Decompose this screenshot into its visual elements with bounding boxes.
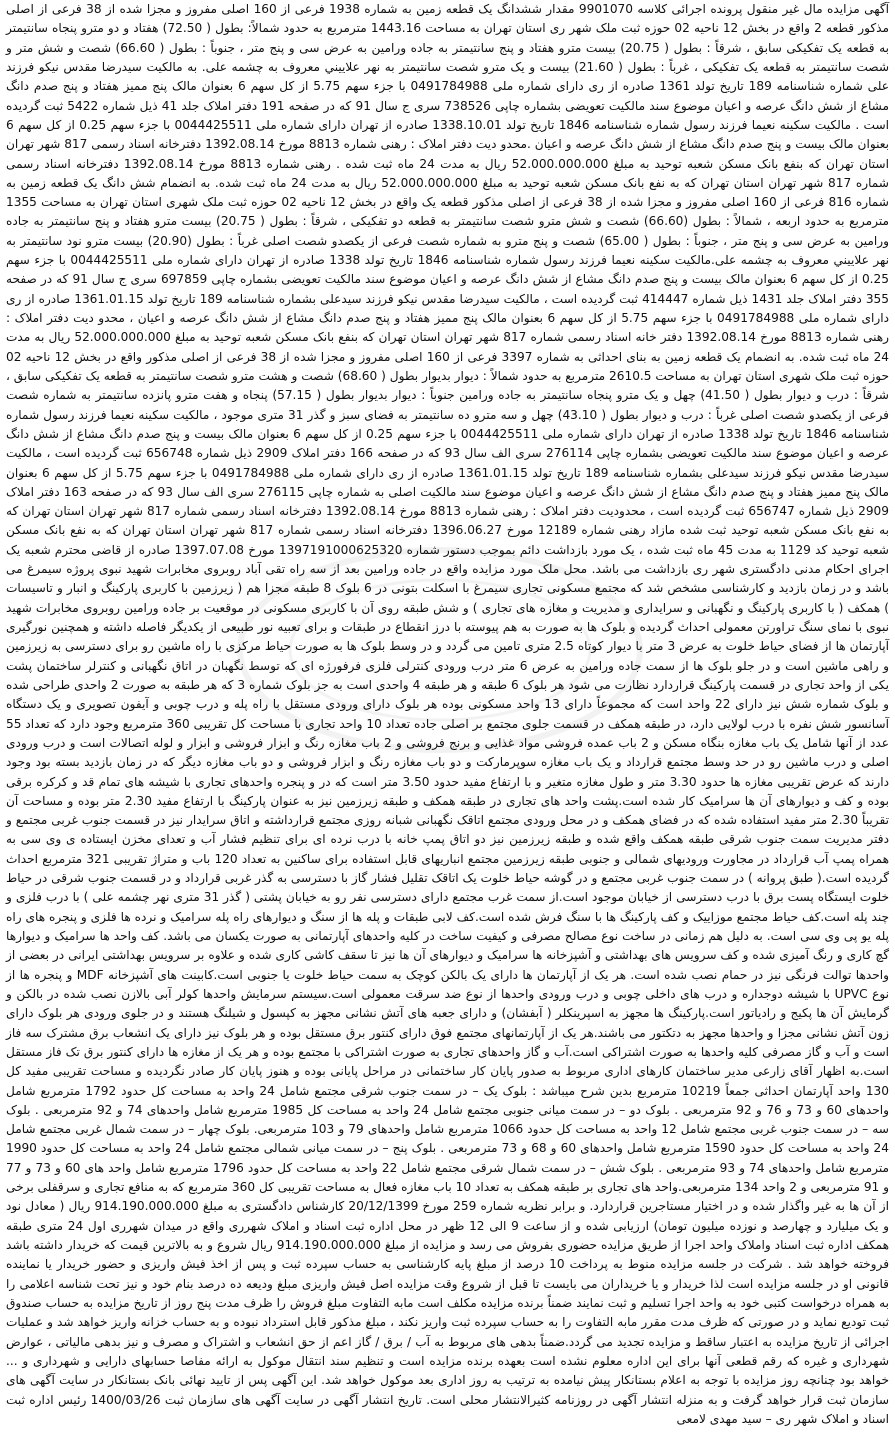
- notice-body-text: آگهی مزایده مال غیر منقول پرونده اجرائی کلاسه 9901070 مقدار ششدانگ یک قطعه زمین به شماره 1938 فرعی از 160 اصلی مفروز و مجزا شده از 38 فرعی از اصلی مذکور قطعه 2 واقع در بخش 12 ناحیه 02 حوزه ثبت ملک شهر ری استان تهران به مساحت 1443.16 مترمربع به حدود شمالاً: بطول ( 72.50) هفتاد و دو مترو پنجاه سانتیمتر به قطعه یک تفکیکی سابق ، شرقاً : بطول ( 20.75) بیست مترو هفتاد و پنج سانتیمتر به جاده ورامین به عرض سی و پنج متر ، جنوباً : بطول ( 66.60) شصت و شش متر و شصت سانتیمتر به قطعه یک تفکیکی ، غرباً : بطول ( 21.60) بیست و یک مترو شصت سانتیمتر به نهر علاییني معروف به چشمه علی. به مالکیت سیدرضا مقدس نیکو فرزند علی شماره شناسنامه 189 تاریخ تولد 1361 صادره از ری دارای شماره ملی 0491784988 با جزء سهم 5.75 از کل سهم 6 بعنوان مالک پنج ممیز هفتاد و پنج صدم دانگ مشاع از شش دانگ عرصه و اعیان موضوع سند مالکیت تعویضی بشماره چاپی 738526 سری ج سال 91 که در صفحه 191 دفتر املاک جلد 41 ذیل شماره 5422 ثبت گردیده است . مالکیت سکینه نعیما فرزند رسول شماره شناسنامه 1846 تاریخ تولد 1338.10.01 صادره از تهران دارای شماره ملی 0044425511 با جزء سهم 0.25 از کل سهم 6 بعنوان مالک بیست و پنج صدم دانگ مشاع از شش دانگ عرصه و اعیان .محدو دیت دفتر املاک : رهنی شماره 8813 مورخ 1392.08.14 دفترخانه اسناد رسمی 817 شهر تهران استان تهران که بنفع بانک مسکن شعبه توحید به مبلغ 52.000.000.000 ریال به مدت 24 ماه ثبت شده . رهنی شماره 8813 مورخ 1392.08.14 دفترخانه اسناد رسمی شماره 817 شهر تهران استان تهران که به نفع بانک مسکن شعبه توحید به مبلغ 52.000.000.000 ریال به مدت 24 ماه ثبت شده. به انضمام شش دانگ یک قطعه زمین به شماره 816 فرعی از 160 اصلی مفروز و مجزا شده از 38 فرعی از اصلی مذکور قطعه یک واقع در بخش 12 ناحیه 02 حوزه ثبت ملک شهری استان تهران به مساحت 1355 مترمربع به حدود اربعه ، شمالاً : بطول (66.60) شصت و شش مترو شصت سانتیمتر به قطعه دو تفکیکی ، شرقاً : بطول ( 20.75) بیست مترو هفتاد و پنج سانتیمتر به جاده ورامین به عرض سی و پنج متر ، جنوباً : بطول ( 65.00) شصت و پنج مترو به شماره شصت فرعی از یکصدو شصت اصلی غرباً : بطول (20.90) بیست مترو نود سانتیمتر به نهر علاییني معروف به چشمه علی.مالکیت سکینه نعیما فرزند رسول شماره شناسنامه 1846 تاریخ تولد 1338 صادره از تهران دارای شماره ملی 0044425511 با جزء سهم 0.25 از کل سهم 6 بعنوان مالک بیست و پنج صدم دانگ مشاع از شش دانگ عرصه و اعیان موضوع سند مالکیت تعویضی بشماره چاپی 697859 سری ج سال 91 که در صفحه 355 دفتر املاک جلد 1431 ذیل شماره 414447 ثبت گردیده است ، مالکیت سیدرضا مقدس نیکو فرزند سیدعلی بشماره شناسنامه 189 تاریخ تولد 1361.01.15 صادره از ری دارای شماره ملی 0491784988 با جزء سهم 5.75 از کل سهم 6 بعنوان مالک پنج ممیز هفتاد و پنج صدم دانگ مشاع از شش دانگ عرصه و اعیان ، محدو دیت دفتر املاک : رهنی شماره 8813 مورخ 1392.08.14 دفتر خانه اسناد رسمی شماره 817 شهر تهران استان تهران که بنفع بانک مسکن شعبه توحید به مبلغ 52.000.000.000 ریال به مدت 24 ماه ثبت شده. به انضمام یک قطعه زمین به بنای احداثی به شماره 3397 فرعی از 160 اصلی مفروز و مجزا شده از 38 فرعی از اصلی مذکور واقع در بخش 12 ناحیه 02 حوزه ثبت ملک شهری استان تهران به مساحت 2610.5 مترمربع به حدود شمالاً : دیوار بدیوار بطول ( 68.60) شصت و هشت مترو شصت سانتیمتر به قطعه یک تفکیکی سابق ، شرقاً : درب و دیوار بطول ( 41.50) چهل و یک مترو پنجاه سانتیمتر به جاده ورامین جنوباً : دیوار بدیوار بطول ( 57.15) پنجاه و هفت مترو پانزده سانتیمتر به شماره شصت فرعی از یکصدو شصت اصلی غرباً : درب و دیوار بطول ( 43.10) چهل و سه مترو ده سانتیمتر به فضای سبز و گذر 31 متری موجود ، مالکیت سکینه نعیما فرزند رسول شماره شناسنامه 1846 تاریخ تولد 1338 صادره از تهران دارای شماره ملی 0044425511 با جزء سهم 0.25 از کل سهم 6 بعنوان مالک بیست و پنج صدم دانگ مشاع از شش دانگ عرصه و اعیان موضوع سند مالکیت تعویضی بشماره چاپی 276114 سری الف سال 93 که در صفحه 166 دفتر املاک 2909 ذیل شماره 656748 ثبت گردیده است ، مالکیت سیدرضا مقدس نیکو فرزند سیدعلی بشماره شناسنامه 189 تاریخ تولد 1361.01.15 صادره از ری دارای شماره ملی 0491784988 با جزء سهم 5.75 از کل سهم 6 بعنوان مالک پنج ممیز هفتاد و پنج صدم دانگ مشاع از شش دانگ عرصه و اعیان موضوع سند مالکیت اصلی به شماره چاپی 276115 سری الف سال 93 که در صفحه 163 دفتر املاک 2909 ذیل شماره 656747 ثبت گردیده است ، محدودیت دفتر املاک : رهنی شماره 8813 مورخ 1392.08.14 دفترخانه اسناد رسمی شماره 817 شهر تهران استان تهران که به نفع بانک مسکن شعبه توحید ثبت شده مازاد رهنی شماره 12189 مورخ 1396.06.27 دفترخانه اسناد رسمی شماره 817 شهر تهران استان تهران که به نفع بانک مسکن شعبه توحید کد 1129 به مدت 45 ماه ثبت شده ، یک مورد بازداشت دائم بموجب دستور شماره 1397191000625320 مورخ 1397.07.08 صادره از قاضی محترم شعبه یک اجرای احکام مدنی دادگستری شهر ری بازداشت می باشد. محل ملک مورد مزایده واقع در جاده ورامین بعد از سه راه تقی آباد روبروی مخابرات شهید نبوی پروژه سیمرغ می باشد و در زمان بازدید و کارشناسی مشخص شد که مجتمع مسکونی تجاری سیمرغ با اسکلت بتونی در 6 بلوک 8 طبقه مجزا هم ( زیرزمین با کاربری پارکینگ و انبار و تاسیسات ) همکف ( با کاربری پارکینگ و نگهبانی و سرایداری و مدیریت و مغازه های تجاری ) و شش طبقه روی آن با کاربری مسکونی در موقعیت بر جاده ورامین روبروی مخابرات شهید نبوی با نمای سنگ تراورتن معمولی احداث گردیده و بلوک ها به صورت به هم پیوسته با درز انقطاع در طبقات و برای تعبیه نور طبیعی از یکدیگر فاصله داشته و همچنین نورگیری آپارتمان ها از فضای حیاط خلوت به عرض 3 متر با دیوار کوتاه 2.5 متری تامین می گردد و در وسط بلوک ها به صورت حیاط مرکزی با راه ماشین رو برای دسترسی به زیرزمین و راهی ماشین است و در جلو بلوک ها از سمت جاده ورامین به عرض 6 متر درب ورودی کنترلی فلزی فرفورژه ای که توسط نگهبان در اتاق نگهبانی و کنترلر ساختمان پشت یکی از واحد تجاری در قسمت پارکینگ قراردارد نظارت می شود هر بلوک 6 طبقه و هر طبقه 4 واحدی است به جز بلوک شماره 3 که هر طبقه به صورت 2 واحدی طراحی شده و بلوک شماره شش نیز دارای 22 واحد است که مجموعاً دارای 13 واحد مسکونی بوده هر بلوک دارای ورودی مستقل با راه پله و درب چوبی و آیفون تصویری و یک دستگاه آسانسور شش نفره با درب لولایی دارد، در طبقه همکف در قسمت جلوی مجتمع بر اصلی جاده تعداد 10 واحد تجاری با مساحت کل تقریبی 360 مترمربع وجود دارد که تعداد 55 عدد از آنها شامل یک باب مغازه بنگاه مسکن و 2 باب عمده فروشی مواد غذایی و برنج فروشی و 2 باب مغازه رنگ و ابزار فروشی و ابزار و لوله اتصالات است و درب ورودی اصلی و درب ماشین رو در حد وسط مجتمع قرارداد و یک باب مغازه سوپرمارکت و دو باب مغازه رنگ و ابزار فروشی و دو باب مغازه دیگر که در زمان بازدید بسته بود وجود دارند که عرض تقریبی مغازه ها حدود 3.30 متر و طول مغازه متغیر و با ارتفاع مفید حدود 3.50 متر است که در و پنجره واحدهای تجاری با شیشه های تمام قد و کرکره برقی بوده و کف و دیوارهای آن ها سرامیک کار شده است.پشت واحد های تجاری در طبقه همکف و طبقه زیرزمین نیز به عنوان پارکینگ با ارتفاع مفید 2.30 متر بوده و مساحت آن تقریباً 2.30 متر مفید استفاده شده که در فضای همکف و در محل ورودی مجتمع اتاقک نگهبانی شبانه روزی مجتمع قرارداشته و اتاق سرایدار نیز در قسمت جنوب غربی مجتمع و دفتر مدیریت سمت جنوب شرقی طبقه همکف واقع شده و طبقه زیرزمین نیز دو اتاق پمپ خانه با درب نرده ای برای تنظیم فشار آب و تعدای مخزن ایستاده ی وی سی به همراه پمپ آب قرارداد در مجاورت ورودیهای شمالی و جنوبی طبقه زیرزمین مجتمع انباریهای قابل استفاده برای ساکنین به تعداد 120 باب و متراژ تقریبی 321 مترمربع احداث گردیده است.( طبق پروانه ) در سمت جنوب غربی مجتمع و در گوشه حیاط خلوت یک اتاقک تقلیل فشار گاز با دسترسی به گذر غربی قرارداد و در قسمت جنوب شرقی در حیاط خلوت ایستگاه پست برق با درب دسترسی از خیابان موجود است.از سمت غرب مجتمع دارای دسترسی نفر رو به خیابان پشتی ( گذر 31 متری نهر چشمه علی ) با درب فلزی و چند پله است.کف حیاط مجتمع موزاییک و کف پارکینگ ها با سنگ فرش شده است.کف لابی طبقات و پله ها از سنگ و دیوارهای راه پله سرامیک و نرده ها فلزی و پنجره های راه پله یو پی وی سی است. به دلیل هم زمانی در ساخت نوع مصالح مصرفی و کیفیت ساخت در کلیه واحدهای آپارتمانی به صورت یکسان می باشد. کف واحد ها سرامیک و دیوارها گچ کاری و رنگ آمیزی شده و کف سرویس های بهداشتی و آشپزخانه ها سرامیک و دیوارهای آن ها نیز تا سقف کاشی کاری شده و علاوه بر سرویس بهداشتی ایرانی در بعضی از واحدها توالت فرنگی نیز در حمام نصب شده است. هر یک از آپارتمان ها دارای یک بالکن کوچک به سمت حیاط خلوت یا جنوبی است.کابینت های آشپزخانه MDF و پنجره ها از نوع UPVC با شیشه دوجداره و درب های داخلی چوبی و درب ورودی واحدها از نوع ضد سرقت معمولی است.سیستم سرمایش واحدها کولر آبی بالازن نصب شده در بالکن و گرمایش آن ها پکیج و رادیاتور است.پارکینگ ها مجهز به اسپرینکلر ( آبفشان) و دارای جعبه های آتش نشانی مجهز به کپسول و شیلنگ هستند و در جلوی ورودی هر بلوک دارای زون آتش نشانی مجزا و واحدها مجهز به دتکتور می باشند.هر یک از آپارتمانهای مجتمع فوق دارای کنتور برق مستقل بوده و هر بلوک نیز دارای یک انشعاب برق مشترک سه فاز است و آب و گاز مصرفی کلیه واحدها به صورت اشتراکی است.آب و گاز واحدهای تجاری به صورت اشتراکی با مجتمع بوده و هر یک از مغازه ها دارای کنتور برق تک فاز مستقل است.به اظهار آقای زارعی مدیر ساختمان کارهای اداری مربوط به صدور پایان کار ساختمانی در مراحل پایانی بوده و هنوز پایان کار صادر نگردیده و مساحت تقریبی مفید کل 130 واحد آپارتمان احداثی جمعاً 10219 مترمربع بدین شرح میباشد : بلوک یک – در سمت جنوب شرقی مجتمع شامل 24 واحد به مساحت کل حدود 1792 مترمربع شامل واحدهای 60 و 73 و 76 و 92 مترمربعی . بلوک دو – در سمت میانی جنوبی مجتمع شامل 24 واحد به مساحت کل 1985 مترمربع شامل واحدهای 74 و 92 مترمربعی . بلوک سه – در سمت جنوب غربی مجتمع شامل 12 واحد به مساحت کل حدود 1066 مترمربع شامل واحدهای 79 و 103 مترمربعی. بلوک چهار – در سمت شمال غربی مجتمع شامل 24 واحد به مساحت کل حدود 1590 مترمربع شامل واحدهای 60 و 68 و 73 مترمربعی . بلوک پنج – در سمت میانی شمالی مجتمع شامل 24 واحد به مساحت کل حدود 1990 مترمربع شامل واحدهای 74 و 93 مترمربعی . بلوک شش – در سمت شمال شرقی مجتمع شامل 22 واحد به مساحت کل حدود 1796 مترمربع شامل واحد های 60 و 73 و 77 و 91 مترمربعی و 2 واحد 134 مترمربعی.واحد های تجاری بر طبقه همکف به تعداد 10 باب مغازه فعال به مساحت تقریبی کل 360 مترمربع که به منافع تجاری و سرقفلی برخی از آن ها به غیر واگذار شده و در اختیار مستاجرین قراردارد. و برابر نظریه شماره 259 مورخ 20/12/1399 کارشناس دادگستری به مبلغ 914.190.000.000 ریال ( معادل نود و یک میلیارد و چهارصد و نوزده میلیون تومان) ارزیابی شده و از ساعت 9 الی 12 ظهر در محل اداره ثبت اسناد و املاک شهرری واقع در میدان شهرری اول 24 متری طبقه همکف اداره ثبت اسناد واملاک واحد اجرا از طریق مزایده حضوری بفروش می رسد و مزایده از مبلغ 914.190.000.000 ریال شروع و به بالاترین قیمت که خریدار داشته باشد فروخته خواهد شد . شرکت در جلسه مزایده منوط به پرداخت 10 درصد از مبلغ پایه کارشناسی به حساب سپرده ثبت و پس از اخذ فیش واریزی و حضور خریدار یا نماینده قانونی او در جلسه مزایده است لذا خریدار و یا خریداران می بایست تا قبل از شروع وقت مزایده اصل فیش واریزی مبلغ ودیعه ده درصد بنام خود و نیز تحت شناسه اعلامی را به همراه درخواست کتبی خود به واحد اجرا تسلیم و ثبت نمایند ضمناً برنده مزایده مکلف است مابه التفاوت مبلغ فروش را ظرف مدت پنج روز از تاریخ مزایده به حساب صندوق ثبت تودیع نماید و در صورتی که ظرف مدت مقرر مابه التفاوت را به حساب سپرده ثبت واریز نکند ، مبلغ مذکور قابل استرداد نبوده و به حساب خزانه واریز خواهد شد و عملیات اجرائی از تاریخ مزایده به اعتبار ساقط و مزایده تجدید می گردد.ضمناً بدهی های مربوط به آب / برق / گاز اعم از حق انشعاب و اشتراک و مصرف و نیز بدهی مالیاتی ، عوارض شهرداری و غیره که رقم قطعی آنها برای این اداره معلوم نشده است بعهده برنده مزایده است و تنظیم سند انتقال موکول به ارائه مفاصا حسابهای دارایی و شهرداری و ... خواهد بود چنانچه روز مزایده با توجه به اعلام بستانکار پیش نیامده به ترتیب به روز اداری بعد موکول خواهد شد. این آگهی پس از تایید نهائی بانک بستانکار در سایت آگهی های سازمان ثبت قرار خواهد گرفت و به منزله انتشار آگهی در روزنامه کثیرالانتشار محلی است. تاریخ انتشار آگهی در سایت آگهی های سازمان ثبت 1400/03/26 رئیس اداره ثبت اسناد و املاک شهر ری – سید مهدی لامعی: [6, 2, 890, 1426]
